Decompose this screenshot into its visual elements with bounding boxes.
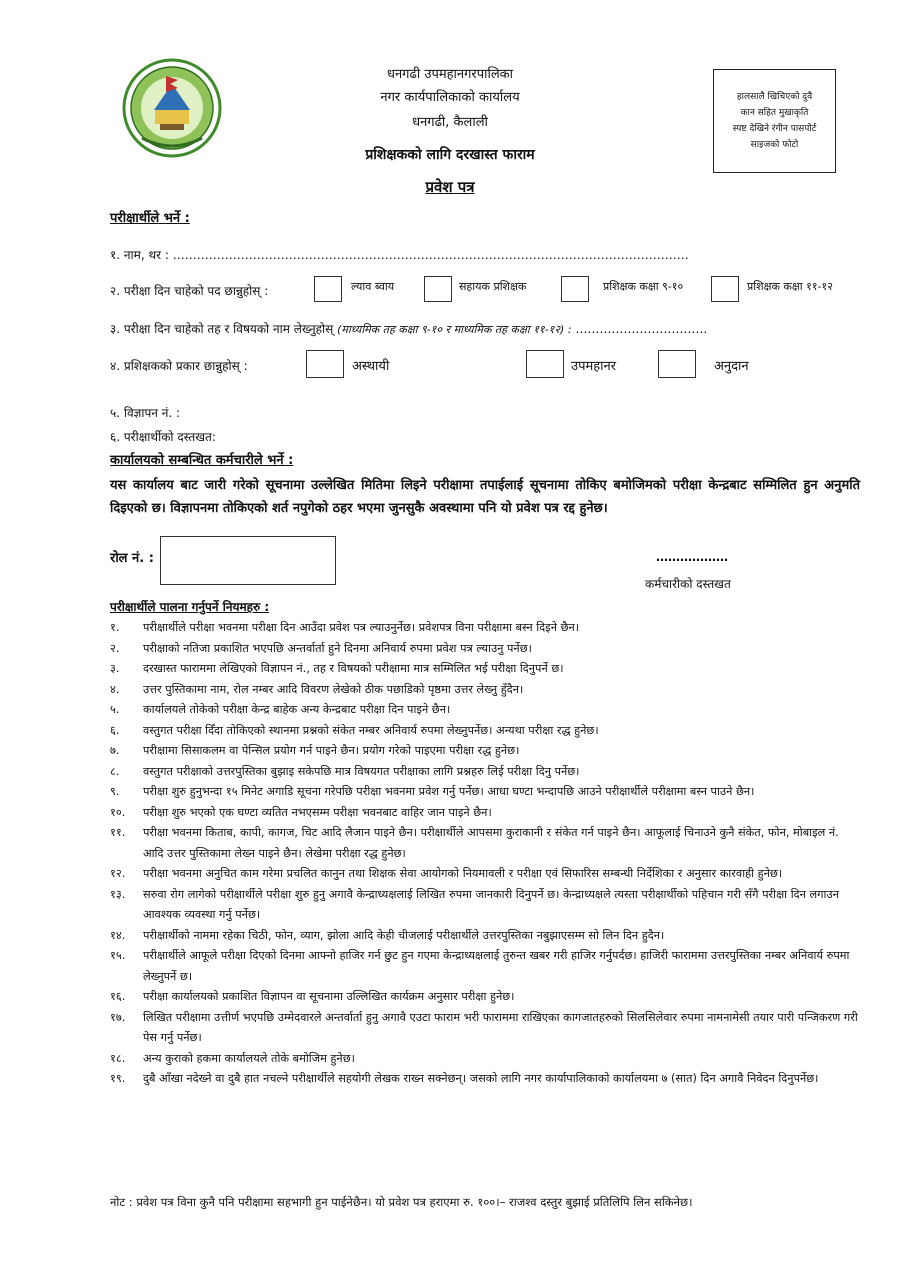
rule-item [110, 864, 862, 885]
rule-item [110, 618, 862, 639]
rule-text: वस्तुगत परीक्षा दिँदा तोकिएको स्थानमा प्रश्नको संकेत नम्बर अनिवार्य रुपमा लेख्नुपर्नेछ। अन्यथा परीक्षा रद्ध हुनेछ। [143, 723, 599, 737]
form-subtitle: प्रवेश पत्र [425, 178, 475, 196]
type-label: ४. प्रशिक्षकको प्रकार छान्नुहोस् : [110, 359, 248, 373]
rule-text: परीक्षार्थीले परीक्षा भवनमा परीक्षा दिन आउँदा प्रवेश पत्र ल्याउनुर्नेछ। प्रवेशपत्र विना परीक्षामा बस्न दिइने छैन। [143, 621, 580, 634]
rule-item [110, 639, 862, 660]
rule-text: वस्तुगत परीक्षाको उत्तरपुस्तिका बुझाइ सकेपछि मात्र विषयगत परीक्षाका लागि प्रश्नहरु लिई परीक्षा दिनु पर्नेछ। [143, 764, 580, 778]
rule-number: ८. [110, 764, 120, 778]
candidate-signature-field[interactable]: ६. परीक्षार्थीको दस्तखत: [110, 430, 216, 444]
rule-item [110, 782, 862, 803]
rule-text: परीक्षा भवनमा किताब, कापी, कागज, चिट आदि लैजान पाइने छैन। परीक्षार्थीले आपसमा कुराकानी र संकेत गर्न पाइने छैन। आफूलाई चिनाउने कुनै संकेत, फोन, मोबाइल नं. आदि उत्तर पुस्तिकामा लेख्न पाइने छैन। लेखेमा परीक्षा रद्ध हुनेछ। [143, 826, 839, 860]
rule-text: परीक्षा कार्यालयको प्रकाशित विज्ञापन वा सूचनामा उल्लिखित कार्यक्रम अनुसार परीक्षा हुनेछ। [143, 990, 515, 1003]
type-option-submetro: उपमहानर [571, 359, 617, 374]
rule-number: ११. [110, 826, 126, 839]
staff-signature-label: कर्मचारीको दस्तखत [645, 577, 731, 591]
rule-item [110, 987, 862, 1008]
type-option-temporary: अस्थायी [352, 359, 390, 374]
rule-item [110, 741, 862, 762]
rule-text: दुबै आँखा नदेख्ने वा दुबै हात नचल्ने परीक्षार्थीले सहयोगी लेखक राख्न सक्नेछन्। जसको लागि नगर कार्यापालिकाको कार्यालयमा ७ (सात) दिन अगावै निवेदन दिनुपर्नेछ। [143, 1072, 819, 1085]
post-checkbox-trainer-9-10[interactable] [561, 276, 589, 302]
rules-heading: परीक्षार्थीले पालना गर्नुपर्ने नियमहरु : [110, 600, 270, 614]
staff-signature-line: ……………… [656, 550, 728, 564]
photo-box-line: हालसालै खिचिएको दुवै [736, 92, 813, 102]
rule-text: परीक्षा भवनमा अनुचित काम गरेमा प्रचलित कानुन तथा शिक्षक सेवा आयोगको नियमावली र परीक्षा एवं सिफारिस सम्बन्धी निर्देशिका र अनुसार कारवाही हुनेछ। [143, 867, 783, 880]
post-option-lab-boy: ल्याव ब्वाय [351, 280, 395, 293]
photo-box-line: कान सहित मुखाकृति [740, 108, 809, 118]
rule-number: ४. [110, 682, 120, 696]
rule-number: १०. [110, 805, 126, 819]
type-option-grant: अनुदान [714, 359, 749, 374]
post-checkbox-assistant-trainer[interactable] [424, 276, 452, 302]
rule-item [110, 1069, 862, 1090]
rules-list [110, 618, 862, 1090]
type-checkbox-submetro[interactable] [526, 350, 564, 378]
rule-number: १४. [110, 928, 126, 942]
rule-item [110, 946, 862, 987]
rule-text: कार्यालयले तोकेको परीक्षा केन्द्र बाहेक अन्य केन्द्रबाट परीक्षा दिन पाइने छैन। [143, 703, 451, 716]
rule-number: १२. [110, 867, 126, 880]
rule-item [110, 1008, 862, 1049]
rule-text: परीक्षार्थीले आफूले परीक्षा दिएको दिनमा आफ्नो हाजिर गर्न छुट हुन गएमा केन्द्राध्यक्षलाई तुरुन्त खबर गरी हाजिर गर्नुपर्दछ। हाजिरी फाराममा उत्तरपुस्तिका नम्बर अनिवार्य रुपमा लेख्नुपर्ने छ। [143, 949, 850, 983]
rule-item [110, 926, 862, 947]
roll-label: रोल नं. : [110, 551, 154, 566]
level-dots: …………………………… [575, 322, 708, 336]
name-field[interactable]: १. नाम, थर : ………………………………………………………………………………………………………………… [110, 248, 689, 262]
rule-text: परीक्षार्थीको नाममा रहेका चिठी, फोन, व्याग, झोला आदि केही चीजलाई परीक्षार्थीले उत्तरपुस्तिका नबुझाएसम्म सो लिन दिन हुदैन। [143, 928, 665, 942]
rule-text: दरखास्त फाराममा लेखिएको विज्ञापन नं., तह र विषयको परीक्षामा मात्र सम्मिलित भई परीक्षा दिनुपर्ने छ। [143, 662, 564, 675]
rule-text: उत्तर पुस्तिकामा नाम, रोल नम्बर आदि विवरण लेखेको ठीक पछाडिको पृष्ठमा उत्तर लेख्नु हुँदैन। [143, 682, 524, 696]
rule-text: परीक्षा शुरु भएको एक घण्टा व्यतित नभएसम्म परीक्षा भवनबाट वाहिर जान पाइने छैन। [143, 805, 492, 819]
photo-box-line: स्पष्ट देखिने रंगीन पासपोर्ट [732, 124, 817, 134]
rule-item [110, 803, 862, 824]
rule-number: १९. [110, 1072, 126, 1085]
rule-number: १३. [110, 887, 126, 901]
photo-box-line: साइजको फोटो [750, 140, 799, 150]
rule-text: परीक्षाको नतिजा प्रकाशित भएपछि अन्तर्वार्ता हुने दिनमा अनिवार्य रुपमा प्रवेश पत्र ल्याउनु पर्नेछ। [143, 641, 532, 655]
form-title: प्रशिक्षकको लागि दरखास्त फाराम [365, 147, 535, 163]
office-name: नगर कार्यपालिकाको कार्यालय [380, 90, 520, 105]
rule-number: ७. [110, 744, 120, 757]
post-option-trainer-9-10: प्रशिक्षक कक्षा ९-१० [603, 280, 684, 293]
rule-text: परीक्षा शुरु हुनुभन्दा १५ मिनेट अगाडि सूचना गरेपछि परीक्षा भवनमा प्रवेश गर्नु पर्नेछ। आधा घण्टा भन्दापछि आउने परीक्षार्थीले परीक्षामा बस्न पाउने छैन। [143, 785, 755, 798]
roll-number-box[interactable] [160, 536, 336, 585]
footer-note: नोट : प्रवेश पत्र विना कुनै पनि परीक्षामा सहभागी हुन पाईनेछैन। यो प्रवेश पत्र हराएमा रु. १००।– राजश्व दस्तुर बुझाई प्रतिलिपि लिन सकिनेछ। [110, 1195, 693, 1209]
post-option-trainer-11-12: प्रशिक्षक कक्षा ११-१२ [747, 280, 833, 293]
rule-number: १५. [110, 949, 126, 962]
rule-number: २. [110, 641, 120, 655]
rule-number: ३. [110, 662, 120, 675]
rule-item [110, 885, 862, 926]
rule-text: अन्य कुराको हकमा कार्यालयले तोके बमोजिम हुनेछ। [143, 1051, 355, 1065]
rule-number: १. [110, 621, 120, 634]
rule-text: परीक्षामा सिसाकलम वा पेन्सिल प्रयोग गर्न पाइने छैन। प्रयोग गरेको पाइएमा परीक्षा रद्ध हुनेछ। [143, 744, 520, 757]
ad-number-field[interactable]: ५. विज्ञापन नं. : [110, 406, 181, 420]
post-checkbox-lab-boy[interactable] [314, 276, 342, 302]
rule-number: १७. [110, 1010, 126, 1024]
level-subject-field[interactable] [110, 320, 707, 337]
municipality-logo [122, 58, 222, 158]
municipality-name: धनगढी उपमहानगरपालिका [386, 67, 514, 82]
rule-item [110, 659, 862, 680]
rule-text: लिखित परीक्षामा उत्तीर्ण भएपछि उम्मेदवारले अन्तर्वार्ता हुनु अगावै एउटा फाराम भरी फाराममा राखिएका कागजातहरुको सिलसिलेवार रुपमा नामनामेसी तयार पारी पन्जिकरण गरी पेस गर्नु पर्नेछ। [143, 1010, 858, 1044]
post-option-assistant-trainer: सहायक प्रशिक्षक [459, 280, 527, 293]
rule-number: १८. [110, 1051, 126, 1065]
permission-paragraph: यस कार्यालय बाट जारी गरेको सूचनामा उल्लेखित मितिमा लिइने परीक्षामा तपाईलाई सूचनामा तोकिए बमोजिमको परीक्षा केन्द्रबाट सम्मिलित हुन अनुमति दिइएको छ। विज्ञापनमा तोकिएको शर्त नपुगेको ठहर भएमा जुनसुकै अवस्थामा पनि यो प्रवेश पत्र रद्द हुनेछ। [110, 478, 860, 516]
rule-number: १६. [110, 990, 126, 1003]
candidate-section-heading: परीक्षार्थीले भर्ने : [110, 211, 190, 226]
rule-number: ९. [110, 785, 120, 798]
type-checkbox-grant[interactable] [658, 350, 696, 378]
rule-item [110, 700, 862, 721]
office-section-heading: कार्यालयको सम्बन्धित कर्मचारीले भर्ने : [110, 453, 294, 468]
rule-item [110, 1049, 862, 1070]
photo-box [713, 69, 836, 173]
rule-text: सरुवा रोग लागेको परीक्षार्थीले परीक्षा शुरु हुनु अगावै केन्द्राध्यक्षलाई लिखित रुपमा जानकारी दिनुपर्ने छ। केन्द्राध्यक्षले त्यस्ता परीक्षार्थीको पहिचान गरी सँगै परीक्षा दिन लगाउन आवश्यक व्यवस्था गर्नु पर्नेछ। [143, 887, 839, 921]
rule-number: ६. [110, 723, 120, 737]
rule-item [110, 823, 862, 864]
rule-item [110, 680, 862, 701]
rule-item [110, 762, 862, 783]
rule-item [110, 721, 862, 742]
post-label: २. परीक्षा दिन चाहेको पद छान्नुहोस् : [110, 284, 269, 298]
level-label: ३. परीक्षा दिन चाहेको तह र विषयको नाम लेख्नुहोस् [110, 322, 334, 336]
rule-number: ५. [110, 703, 120, 716]
level-hint: (माध्यमिक तह कक्षा ९-१० र माध्यमिक तह कक्षा ११-१२) : [337, 323, 572, 336]
office-location: धनगढी, कैलाली [412, 115, 488, 130]
post-checkbox-trainer-11-12[interactable] [711, 276, 739, 302]
type-checkbox-temporary[interactable] [306, 350, 344, 378]
